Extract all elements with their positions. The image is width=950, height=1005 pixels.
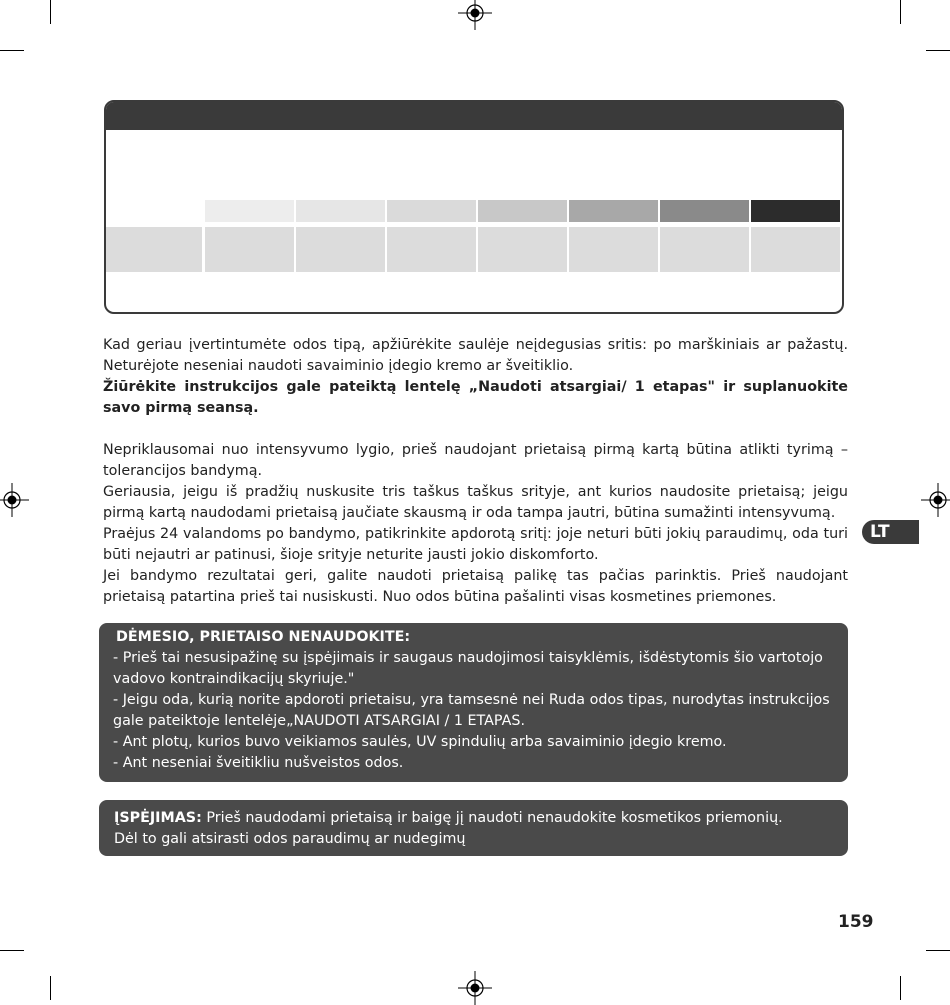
skin-tone-swatch [660, 200, 749, 222]
attention-item: - Jeigu oda, kurią norite apdoroti prietaisu, yra tamsesnė nei Ruda odos tipas, nurodytas instrukcijos gale pateiktoje lentelėje„NAUDOTI ATSARGIAI / 1 ETAPAS. [113, 692, 830, 729]
crop-mark [0, 950, 24, 951]
skin-tone-table [104, 100, 844, 314]
language-tab: LT [862, 520, 919, 544]
skin-tone-swatch [569, 200, 658, 222]
crop-mark [926, 950, 950, 951]
attention-item: - Ant plotų, kurios buvo veikiamos saulės, UV spindulių arba savaiminio įdegio kremo. [113, 734, 727, 750]
paragraph: Geriausia, jeigu iš pradžių nuskusite tris taškus taškus srityje, ant kurios naudosite prietaisą; jeigu pirmą kartą naudodami prietaisą jaučiate skausmą ir oda tampa jautri, būtina sumažinti intensyvumą. [103, 484, 848, 521]
crop-mark [0, 50, 24, 51]
table-cell [205, 227, 294, 272]
table-cell [296, 227, 385, 272]
skin-tone-swatch [478, 200, 567, 222]
spacer [103, 419, 848, 440]
crop-mark [50, 976, 51, 1000]
skin-tone-swatch [205, 200, 294, 222]
paragraph-emphasis: Žiūrėkite instrukcijos gale pateiktą lentelę „Naudoti atsargiai/ 1 etapas" ir suplanuokite savo pirmą seansą. [103, 379, 848, 416]
instructions-text [103, 335, 848, 608]
skin-tone-swatch [751, 200, 840, 222]
page-number: 159 [838, 912, 874, 932]
crop-mark [50, 0, 51, 24]
paragraph: Praėjus 24 valandoms po bandymo, patikrinkite apdorotą sritį: joje neturi būti jokių paraudimų, oda turi būti nejautri ar patinusi, šioje srityje neturite jausti jokio diskomforto. [103, 526, 848, 563]
paragraph: Jei bandymo rezultatai geri, galite naudoti prietaisą palikę tas pačias parinktis. Prieš naudojant prietaisą patartina prieš tai nusiskusti. Nuo odos būtina pašalinti visas kosmetines priemones. [103, 568, 848, 605]
attention-item: - Prieš tai nesusipažinę su įspėjimais ir saugaus naudojimosi taisyklėmis, išdėstytomis šio vartotojo vadovo kontraindikacijų skyriuje." [113, 650, 823, 687]
warning-text: Dėl to gali atsirasti odos paraudimų ar nudegimų [114, 831, 466, 847]
registration-mark-icon [921, 483, 950, 517]
warning-text: Prieš naudodami prietaisą ir baigę jį naudoti nenaudokite kosmetikos priemonių. [201, 810, 783, 826]
registration-mark-icon [0, 483, 29, 517]
table-cell [751, 227, 840, 272]
paragraph: Nepriklausomai nuo intensyvumo lygio, prieš naudojant prietaisą pirmą kartą būtina atlikti tyrimą – tolerancijos bandymą. [103, 442, 848, 479]
skin-tone-swatch [387, 200, 476, 222]
table-row-label-cell [106, 227, 202, 272]
table-header-bar [106, 102, 842, 130]
warning-label: ĮSPĖJIMAS: [114, 810, 202, 826]
crop-mark [926, 50, 950, 51]
registration-mark-icon [458, 0, 492, 30]
attention-title: DĖMESIO, PRIETAISO NENAUDOKITE: [116, 629, 411, 645]
table-cell [387, 227, 476, 272]
table-cell [569, 227, 658, 272]
skin-tone-swatch [296, 200, 385, 222]
paragraph: Kad geriau įvertintumėte odos tipą, apžiūrėkite saulėje neįdegusias sritis: po marškiniais ar pažastų. Neturėjote neseniai naudoti savaiminio įdegio kremo ar šveitiklio. [103, 337, 848, 374]
attention-item: - Ant neseniai šveitikliu nušveistos odos. [113, 755, 404, 771]
table-cell [478, 227, 567, 272]
attention-box [99, 623, 848, 782]
crop-mark [900, 976, 901, 1000]
warning-box [99, 800, 848, 856]
crop-mark [900, 0, 901, 24]
table-cell [660, 227, 749, 272]
